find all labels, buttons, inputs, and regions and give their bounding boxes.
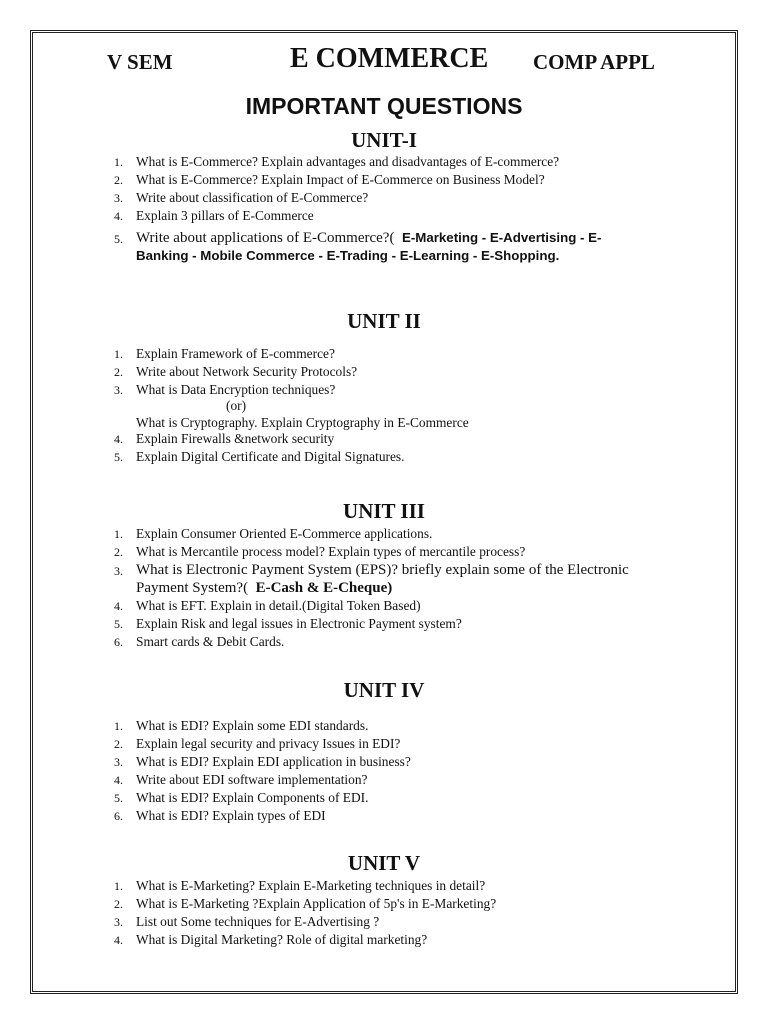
question-item: 4. What is Digital Marketing? Role of digital marketing?: [114, 932, 428, 947]
question-item: 4. Explain Firewalls &network security: [114, 431, 335, 446]
or-separator: (or): [226, 398, 247, 413]
application-list: E-Marketing - E-Advertising - E-Banking - Mobile Commerce - E-Trading - E-Learning - E-Shopping.: [136, 230, 602, 263]
alternate-question-text: What is Cryptography. Explain Cryptography in E-Commerce: [136, 414, 469, 430]
question-item: 4. What is EFT. Explain in detail.(Digital Token Based): [114, 598, 421, 613]
unit-1-title: UNIT-I: [351, 128, 417, 152]
unit-3-title: UNIT III: [343, 499, 425, 523]
unit-5-title: UNIT V: [347, 851, 421, 875]
department-label: COMP APPL: [533, 50, 655, 74]
question-item: 2. Explain legal security and privacy Issues in EDI?: [114, 736, 401, 751]
question-item: 4. Explain 3 pillars of E-Commerce: [114, 208, 314, 223]
question-item: 3. What is Data Encryption techniques?: [114, 382, 336, 397]
question-item: 2. What is Mercantile process model? Explain types of mercantile process?: [114, 544, 526, 559]
semester-label: V SEM: [107, 50, 173, 74]
unit-2-question-list: [107, 345, 647, 399]
question-item: 5. What is EDI? Explain Components of EDI.: [114, 790, 369, 805]
question-item: 6. Smart cards & Debit Cards.: [114, 634, 285, 649]
alternate-question: [107, 398, 647, 431]
question-item: 3. What is Electronic Payment System (EPS)? briefly explain some of the Electronic Payment System?( E-Cash & E-Cheque): [114, 562, 629, 596]
question-item: 1. Explain Framework of E-commerce?: [114, 346, 335, 361]
unit-5-question-list: [107, 877, 647, 949]
unit-2-question-list-cont: [107, 430, 647, 466]
payment-examples: E-Cash & E-Cheque): [255, 580, 393, 596]
question-item: 2. What is E-Commerce? Explain Impact of E-Commerce on Business Model?: [114, 172, 545, 187]
question-item: 1. What is EDI? Explain some EDI standards.: [114, 718, 369, 733]
subject-title: E COMMERCE: [290, 43, 489, 74]
unit-4-question-list: [107, 717, 647, 825]
question-item: 1. What is E-Commerce? Explain advantages and disadvantages of E-commerce?: [114, 154, 560, 169]
question-item: 5. Explain Risk and legal issues in Electronic Payment system?: [114, 616, 462, 631]
question-item: 5. Explain Digital Certificate and Digital Signatures.: [114, 449, 405, 464]
question-item: 3. What is EDI? Explain EDI application in business?: [114, 754, 411, 769]
unit-1-question-list: [107, 153, 647, 265]
question-item: 1. Explain Consumer Oriented E-Commerce applications.: [114, 526, 433, 541]
question-item: 2. What is E-Marketing ?Explain Application of 5p's in E-Marketing?: [114, 896, 497, 911]
unit-4-title: UNIT IV: [343, 678, 425, 702]
unit-3-question-list: [107, 525, 647, 651]
question-item: 3. List out Some techniques for E-Advertising ?: [114, 914, 380, 929]
question-item: 1. What is E-Marketing? Explain E-Marketing techniques in detail?: [114, 878, 486, 893]
question-item: 4. Write about EDI software implementation?: [114, 772, 368, 787]
unit-2-title: UNIT II: [347, 309, 421, 333]
question-item: 2. Write about Network Security Protocols?: [114, 364, 358, 379]
question-item: 6. What is EDI? Explain types of EDI: [114, 808, 326, 823]
page-title: IMPORTANT QUESTIONS: [245, 93, 523, 119]
question-item: 5. Write about applications of E-Commerce?( E-Marketing - E-Advertising - E-Banking - Mobile Commerce - E-Trading - E-Learning - E-Shopping.: [114, 230, 602, 263]
question-item: 3. Write about classification of E-Commerce?: [114, 190, 369, 205]
